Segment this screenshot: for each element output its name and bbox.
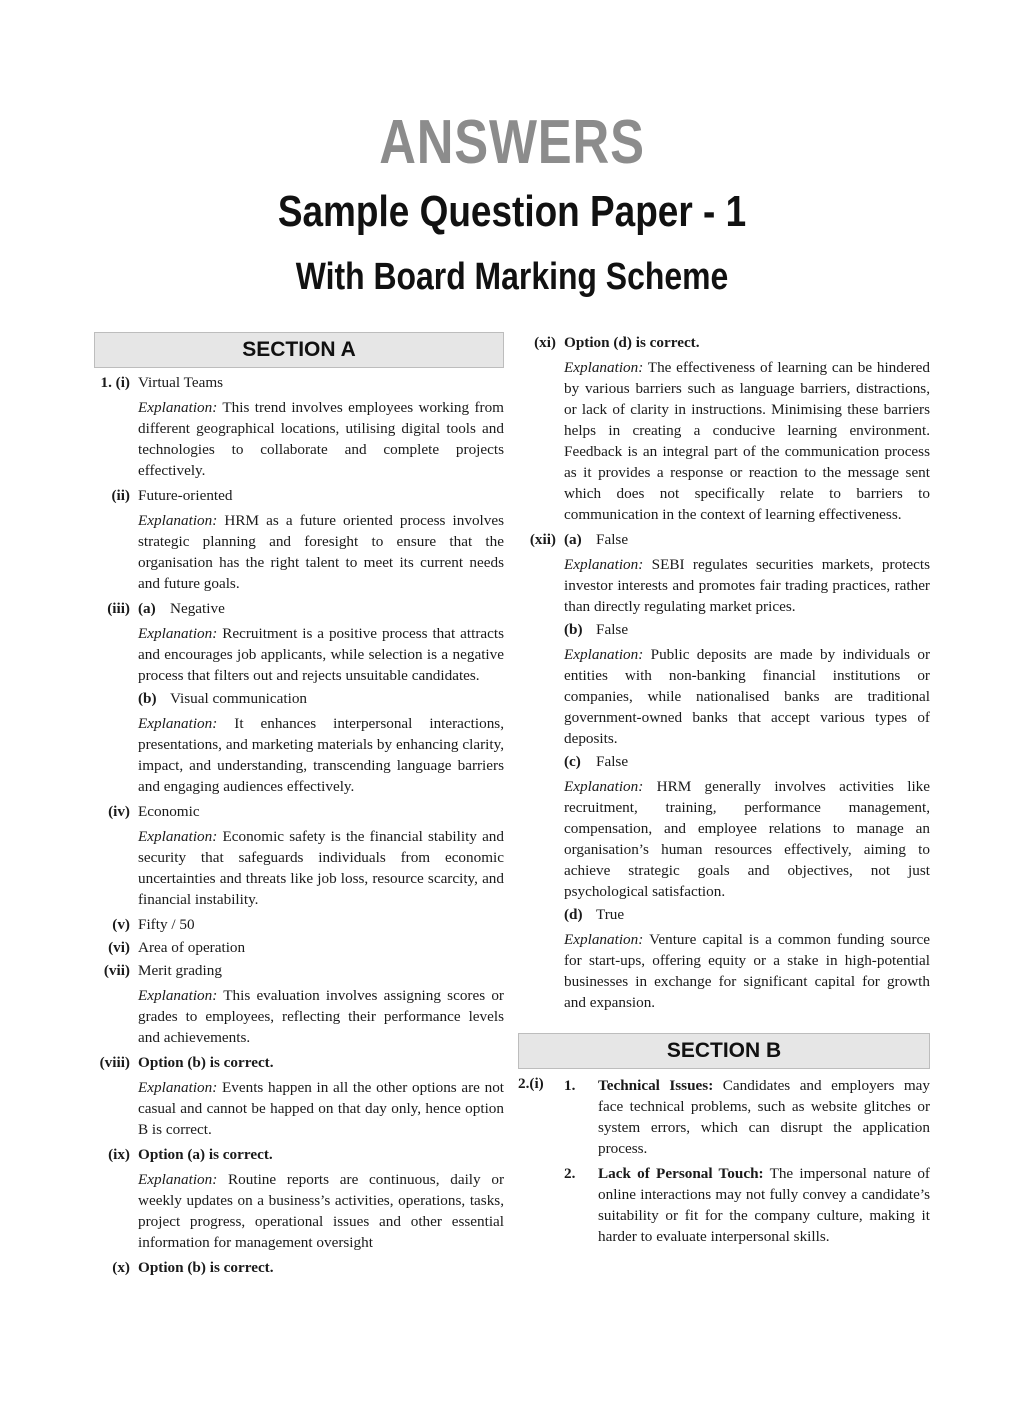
list-item: 2. Lack of Personal Touch: The impersonal nature of online interactions may not fully convey a candidate’s suitability or fit for the company culture, making it harder to evaluate interpersonal skills. — [564, 1165, 930, 1245]
item-label: (xii) — [529, 531, 556, 548]
answer-item-ix — [80, 1144, 504, 1255]
answer-text: Future-oriented — [138, 487, 233, 504]
answer-item-ii — [80, 485, 504, 596]
section-b-heading: SECTION B — [518, 1033, 930, 1069]
section-a-heading: SECTION A — [94, 332, 504, 368]
list-item: 1. Technical Issues: Candidates and employers may face technical problems, such as website glitches or system errors, which can disrupt the application process. — [564, 1077, 930, 1157]
left-column — [80, 332, 504, 1278]
answer-text: (a) False — [564, 531, 629, 548]
paper-title: Sample Question Paper - 1 — [277, 187, 747, 236]
answer-text: Option (b) is correct. — [138, 1259, 274, 1276]
explanation: Explanation: Recruitment is a positive process that attracts and encourages job applicants, while selection is a negative process that filters out and rejects unsuitable candidates. — [138, 625, 505, 684]
answers-heading: ANSWERS — [379, 108, 645, 177]
answer-text: (d) True — [564, 906, 625, 923]
item-label: (iv) — [108, 803, 130, 820]
answer-text: (c) False — [564, 753, 629, 770]
answer-text: (a) Negative — [138, 600, 225, 617]
explanation: Explanation: SEBI regulates securities markets, protects investor interests and promotes fair trading practices, rather than directly regulating market prices. — [564, 556, 930, 615]
answer-item-i — [80, 372, 504, 483]
answer-text: (b) Visual communication — [138, 690, 308, 707]
answer-item-2-i — [518, 1073, 930, 1247]
answer-item-iv — [80, 801, 504, 912]
explanation: Explanation: Events happen in all the other options are not casual and cannot be happed on that day only, hence option B is correct. — [138, 1079, 505, 1138]
item-label: (vii) — [103, 962, 130, 979]
answer-text: Economic — [138, 803, 200, 820]
item-label: (viii) — [99, 1054, 130, 1071]
answer-text: Fifty / 50 — [138, 916, 195, 933]
answer-text: Virtual Teams — [138, 374, 224, 391]
item-label: (x) — [112, 1259, 130, 1276]
explanation: Explanation: Economic safety is the financial stability and security that safeguards individuals from economic uncertainties and threats like job loss, resource scarcity, and financial instability. — [138, 828, 504, 908]
answer-item-xi — [518, 332, 930, 527]
answer-item-viii — [80, 1052, 504, 1142]
explanation: Explanation: HRM as a future oriented process involves strategic planning and foresight to ensure that the organisation has the right talent to meet its current needs and future goals. — [138, 512, 505, 592]
answer-text: Merit grading — [138, 962, 222, 979]
explanation: Explanation: It enhances interpersonal interactions, presentations, and marketing materials by enhancing clarity, impact, and understanding, transcending language barriers and engaging audiences effectively. — [138, 715, 504, 795]
right-column — [518, 332, 930, 1247]
answer-item-x — [80, 1257, 504, 1278]
explanation: Explanation: Routine reports are continuous, daily or weekly updates on a business’s activities, operations, tasks, project progress, operational issues and other essential information for management oversight — [138, 1171, 505, 1251]
item-label: 1. (i) — [100, 374, 130, 391]
item-label: (ii) — [111, 487, 130, 504]
explanation: Explanation: Public deposits are made by individuals or entities with non-banking financial institutions or companies, while nationalised banks are traditional government-owned banks that accept various types of deposits. — [564, 646, 930, 747]
answer-item-vi — [80, 937, 504, 958]
answer-item-vii — [80, 960, 504, 1050]
explanation: Explanation: Venture capital is a common funding source for start-ups, offering equity or a stake in high-potential businesses in exchange for significant capital for growth and expansion. — [564, 931, 930, 1011]
explanation: Explanation: This evaluation involves assigning scores or grades to employees, reflecting their performance levels and achievements. — [138, 987, 504, 1046]
answer-text: Area of operation — [138, 939, 246, 956]
explanation: Explanation: This trend involves employees working from different geographical locations, utilising digital tools and technologies to collaborate and complete projects effectively. — [138, 399, 504, 479]
answer-text: Option (b) is correct. — [138, 1054, 274, 1071]
explanation: Explanation: The effectiveness of learning can be hindered by various barriers such as language barriers, distractions, or lack of clarity in instructions. Minimising these barriers helps in creating a conducive learning environment. Feedback is an integral part of the communication process as it provides a response or reaction to the message sent which does not specifically relate to barriers to communication in the context of learning effectiveness. — [564, 359, 930, 523]
item-label: (ix) — [108, 1146, 130, 1163]
item-label: (vi) — [108, 939, 130, 956]
item-label: (iii) — [107, 600, 130, 617]
item-label: 2.(i) — [518, 1075, 544, 1092]
answer-text: (b) False — [564, 621, 629, 638]
item-label: (xi) — [534, 334, 556, 351]
answer-item-iii — [80, 598, 504, 799]
item-label: (v) — [112, 916, 130, 933]
answer-text: Option (a) is correct. — [138, 1146, 273, 1163]
explanation: Explanation: HRM generally involves activities like recruitment, training, performance management, compensation, and employee relations to manage an organisation’s human resources effectively, aiming to achieve strategic goals and objectives, not just psychological satisfaction. — [564, 778, 931, 900]
answer-text: Option (d) is correct. — [564, 334, 700, 351]
answer-item-v — [80, 914, 504, 935]
paper-subtitle: With Board Marking Scheme — [295, 256, 729, 298]
answer-item-xii — [518, 529, 930, 1015]
